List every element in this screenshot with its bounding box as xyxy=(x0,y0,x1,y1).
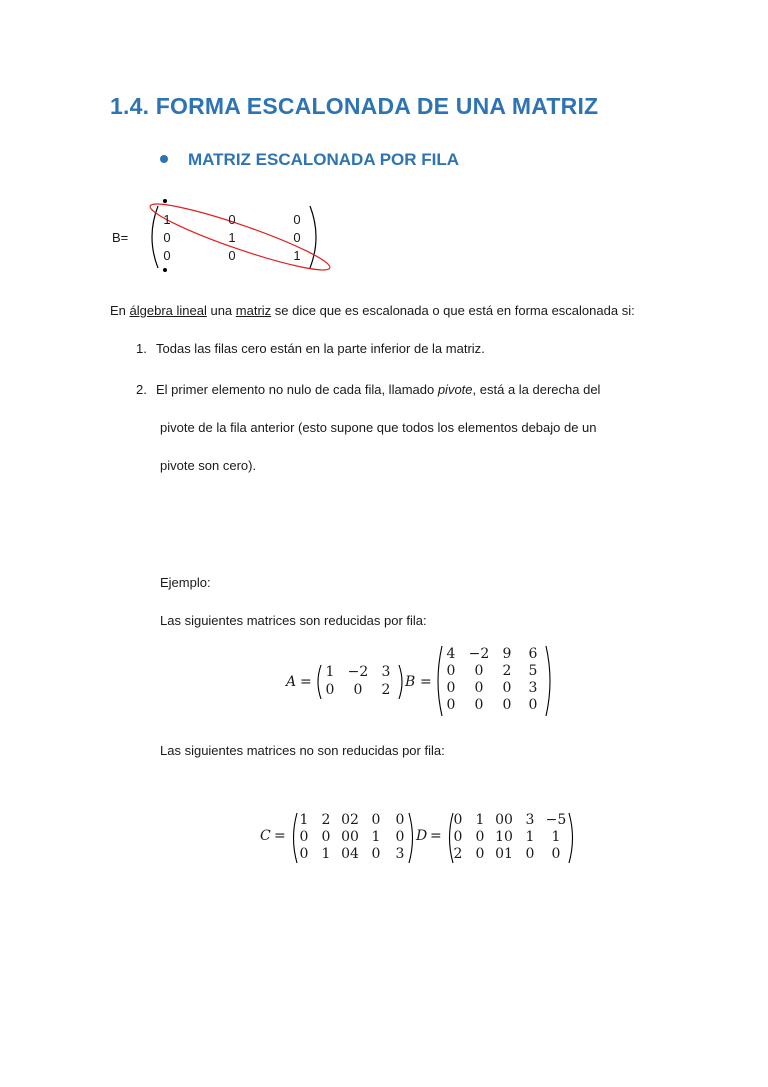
example-label: Ejemplo: xyxy=(160,575,211,590)
matrix-c-cell: 0 xyxy=(371,812,381,828)
diagonal-highlight-ellipse xyxy=(146,200,333,275)
matrix-b-example-cell: 0 xyxy=(474,697,484,713)
matrix-a-cell: 3 xyxy=(381,664,391,680)
matrix-b-example-cell: 0 xyxy=(474,663,484,679)
matrix-b-example-cell: 6 xyxy=(528,646,538,662)
matrix-b-example-cell: 0 xyxy=(446,663,456,679)
intro-text: se dice que es escalonada o que está en forma escalonada si: xyxy=(271,303,635,318)
matrix-b-cell: 0 xyxy=(228,248,236,263)
list-item xyxy=(156,382,600,397)
matrix-a-cell: 2 xyxy=(381,682,391,698)
matrix-d-cell: 0 xyxy=(453,812,463,828)
not-reduced-matrices-text: Las siguientes matrices no son reducidas por fila: xyxy=(160,743,445,758)
matrix-b-example-cell: −2 xyxy=(468,646,490,662)
matrix-c-cell: 1 xyxy=(299,812,309,828)
matrix-d-cell: 3 xyxy=(525,812,535,828)
matrix-d-cell: 00 xyxy=(495,812,513,828)
reduced-matrices-text: Las siguientes matrices son reducidas por fila: xyxy=(160,613,427,628)
list-item-continuation: pivote de la fila anterior (esto supone que todos los elementos debajo de un xyxy=(160,420,597,435)
matrix-b-example-cell: 0 xyxy=(446,680,456,696)
equals-sign: = xyxy=(274,828,286,844)
equals-sign: = xyxy=(420,674,432,690)
matrix-d-cell: 0 xyxy=(475,829,485,845)
matrix-c-cell: 3 xyxy=(395,846,405,862)
matriz-link[interactable]: matriz xyxy=(235,303,272,318)
matrix-b-label: B= xyxy=(112,230,129,245)
matrix-d-cell: 1 xyxy=(475,812,485,828)
matrix-c-cell: 00 xyxy=(341,829,359,845)
matrix-b-cell: 1 xyxy=(163,212,171,227)
matrix-d-cell: 0 xyxy=(453,829,463,845)
matrix-d-cell: 0 xyxy=(475,846,485,862)
list-text: El primer elemento no nulo de cada fila, llamado xyxy=(156,382,438,397)
matrix-b-example-cell: 0 xyxy=(474,680,484,696)
matrix-b-cell: 0 xyxy=(163,230,171,245)
matrix-b-example-cell: 3 xyxy=(528,680,538,696)
matrix-b-example-name: B xyxy=(405,674,416,690)
matrix-d-cell: 0 xyxy=(551,846,561,862)
intro-text: una xyxy=(206,303,236,318)
equals-sign: = xyxy=(430,828,442,844)
matrix-b-example-cell: 5 xyxy=(528,663,538,679)
matrix-a-cell: 0 xyxy=(353,682,363,698)
matrix-b-example-cell: 0 xyxy=(502,680,512,696)
matrix-a-cell: 1 xyxy=(325,664,335,680)
matrix-c-cell: 04 xyxy=(341,846,359,862)
matrix-d-cell: 1 xyxy=(551,829,561,845)
equals-sign: = xyxy=(300,674,312,690)
list-item: Todas las filas cero están en la parte inferior de la matriz. xyxy=(156,341,485,356)
matrix-d-cell: 1 xyxy=(525,829,535,845)
matrix-a-name: A xyxy=(286,674,297,690)
matrix-b-cell: 0 xyxy=(163,248,171,263)
matrix-a-cell: −2 xyxy=(347,664,369,680)
matrix-d-cell: 2 xyxy=(453,846,463,862)
right-paren xyxy=(310,206,316,268)
algebra-lineal-link[interactable]: álgebra lineal xyxy=(129,303,207,318)
section-subtitle: MATRIZ ESCALONADA POR FILA xyxy=(188,150,460,169)
matrix-b-example-cell: 2 xyxy=(502,663,512,679)
matrix-b-example-cell: 9 xyxy=(502,646,512,662)
matrix-c-cell: 0 xyxy=(321,829,331,845)
matrix-c-cell: 1 xyxy=(371,829,381,845)
matrix-c-cell: 0 xyxy=(395,812,405,828)
matrix-a-cell: 0 xyxy=(325,682,335,698)
matrix-b-cell: 0 xyxy=(293,212,301,227)
intro-paragraph xyxy=(110,303,635,318)
list-item-continuation: pivote son cero). xyxy=(160,458,257,473)
list-number: 2. xyxy=(136,382,147,397)
matrix-c-name: C xyxy=(260,828,271,844)
matrix-d-name: D xyxy=(416,828,428,844)
matrix-b-cell: 1 xyxy=(228,230,236,245)
matrix-c-cell: 02 xyxy=(341,812,359,828)
matrix-b-example-cell: 4 xyxy=(446,646,456,662)
list-text: , está a la derecha del xyxy=(472,382,601,397)
matrix-b-cell: 0 xyxy=(293,230,301,245)
matrix-b-cell: 1 xyxy=(293,248,301,263)
matrix-d-cell: 0 xyxy=(525,846,535,862)
bullet-icon xyxy=(160,155,168,163)
matrix-b-cell: 0 xyxy=(228,212,236,227)
matrix-b-example-cell: 0 xyxy=(528,697,538,713)
left-paren xyxy=(152,206,158,268)
matrix-c-cell: 0 xyxy=(299,846,309,862)
page-title: 1.4. FORMA ESCALONADA DE UNA MATRIZ xyxy=(110,93,599,119)
matrix-d-cell: 01 xyxy=(495,846,513,862)
matrix-c-cell: 0 xyxy=(371,846,381,862)
pivote-emphasis: pivote xyxy=(437,382,473,397)
matrix-b-example-cell: 0 xyxy=(502,697,512,713)
list-number: 1. xyxy=(136,341,147,356)
matrix-b-example-cell: 0 xyxy=(446,697,456,713)
intro-text: En xyxy=(110,303,130,318)
matrix-c-cell: 1 xyxy=(321,846,331,862)
matrix-c-cell: 2 xyxy=(321,812,331,828)
matrix-c-cell: 0 xyxy=(299,829,309,845)
matrix-c-cell: 0 xyxy=(395,829,405,845)
matrix-d-cell: −5 xyxy=(545,812,567,828)
matrix-d-cell: 10 xyxy=(495,829,513,845)
